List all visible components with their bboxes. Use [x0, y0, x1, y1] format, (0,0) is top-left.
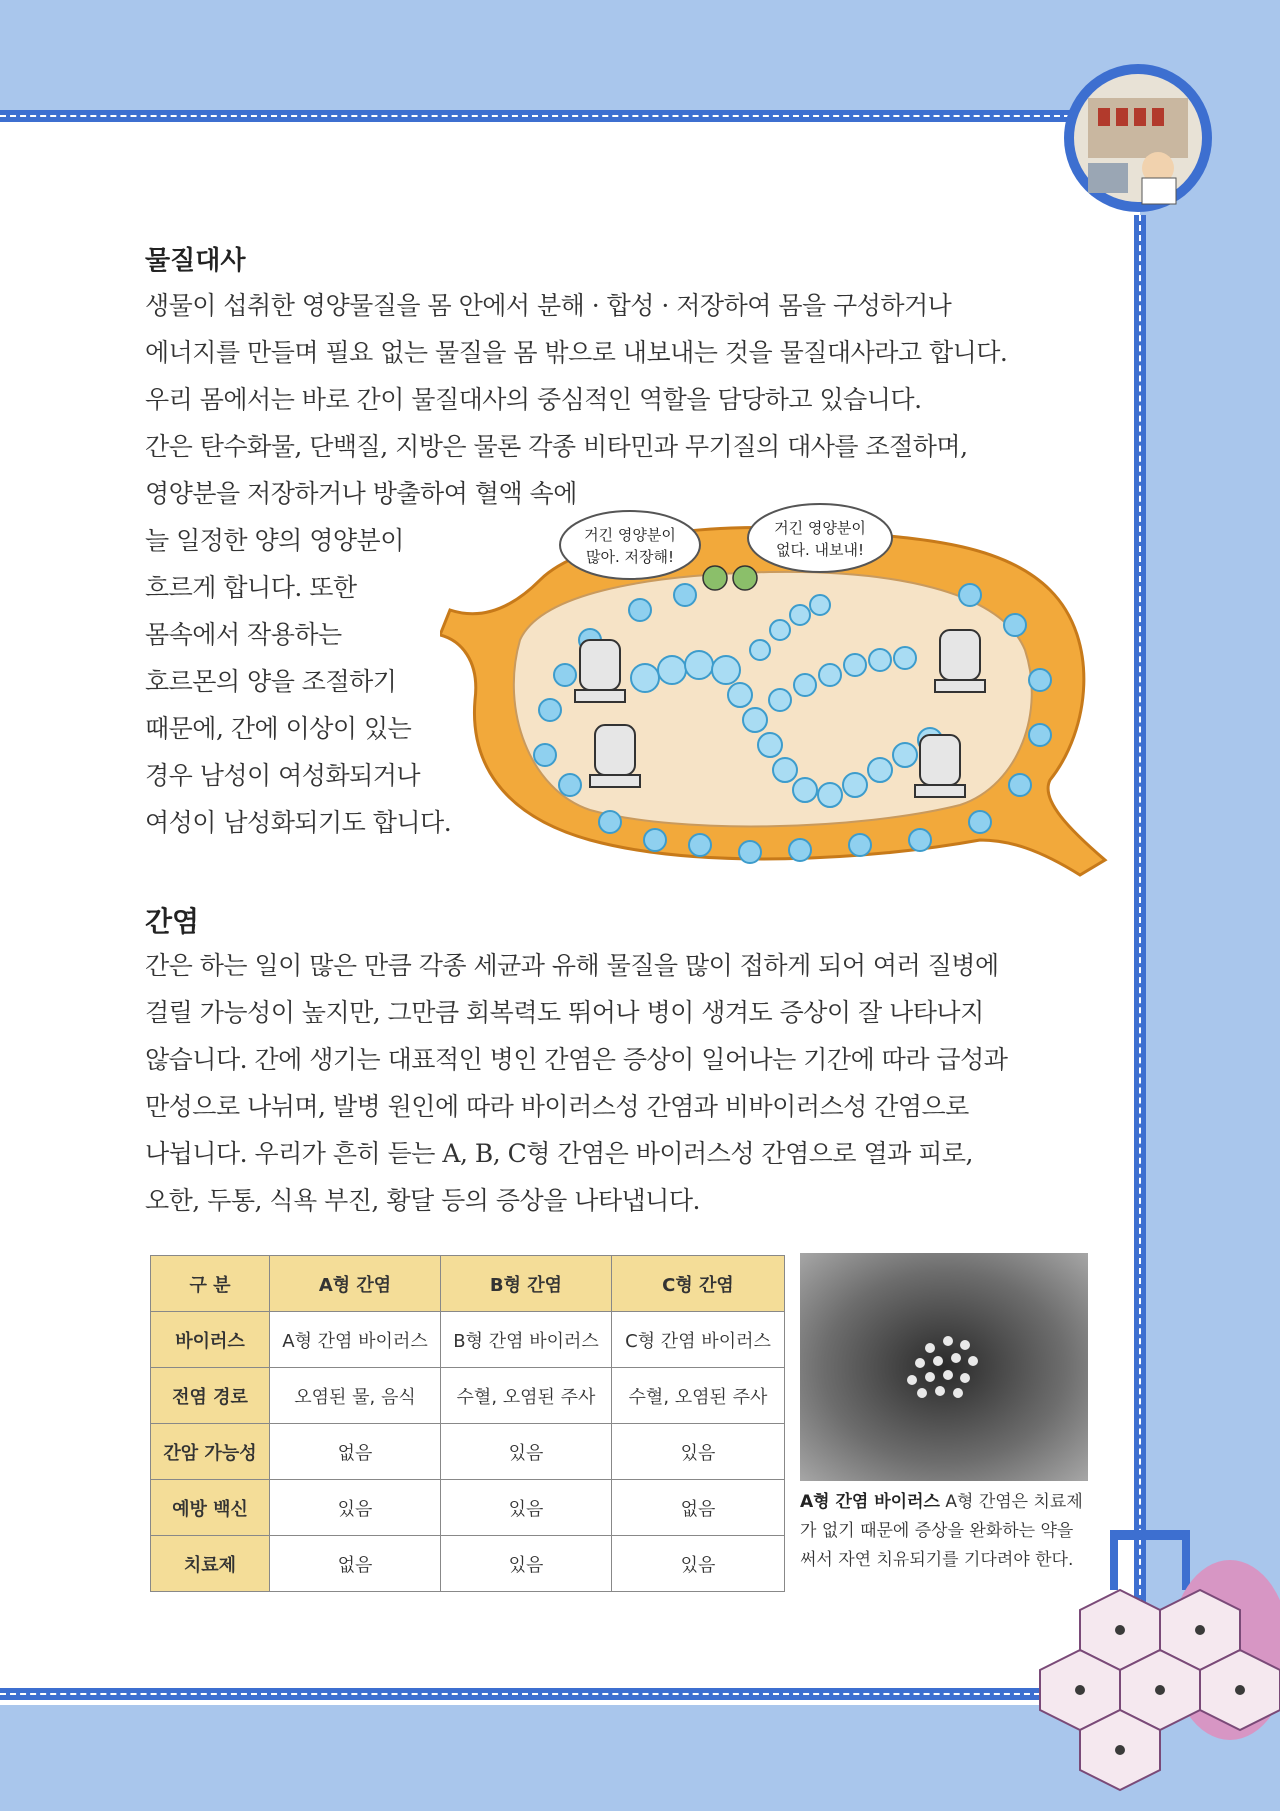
metabolism-line: 에너지를 만들며 필요 없는 물질을 몸 밖으로 내보내는 것을 물질대사라고 합니다. [145, 338, 1008, 367]
liver-cell-illustration [440, 500, 1110, 900]
metabolism-line: 늘 일정한 양의 영양분이 [145, 526, 404, 555]
table-cell: 오염된 물, 음식 [270, 1368, 441, 1424]
hepatitis-line: 간은 하는 일이 많은 만큼 각종 세균과 유해 물질을 많이 접하게 되어 여러 질병에 [145, 951, 999, 980]
metabolism-line: 우리 몸에서는 바로 간이 물질대사의 중심적인 역할을 담당하고 있습니다. [145, 385, 922, 414]
hepatitis-line: 않습니다. 간에 생기는 대표적인 병인 간염은 증상이 일어나는 기간에 따라 급성과 [145, 1045, 1008, 1074]
hepatitis-line: 나뉩니다. 우리가 흔히 듣는 A, B, C형 간염은 바이러스성 간염으로 열과 피로, [145, 1139, 973, 1168]
table-cell: 있음 [441, 1480, 612, 1536]
table-cell: 있음 [441, 1536, 612, 1592]
hepatitis-title: 간염 [145, 905, 200, 938]
table-cell: 없음 [270, 1536, 441, 1592]
table-header-cell: C형 간염 [612, 1256, 785, 1312]
table-row [151, 1368, 785, 1424]
metabolism-line: 간은 탄수화물, 단백질, 지방은 물론 각종 비타민과 무기질의 대사를 조절하며, [145, 432, 968, 461]
table-row [151, 1480, 785, 1536]
metabolism-line: 때문에, 간에 이상이 있는 [145, 714, 412, 743]
table-row-header: 예방 백신 [151, 1480, 270, 1536]
top-border [0, 110, 1070, 122]
table-cell: A형 간염 바이러스 [270, 1312, 441, 1368]
hepatitis-line: 걸릴 가능성이 높지만, 그만큼 회복력도 뛰어나 병이 생겨도 증상이 잘 나타나지 [145, 998, 984, 1027]
speech-bubble-left-line1: 거긴 영양분이 [584, 526, 676, 544]
table-cell: 있음 [441, 1424, 612, 1480]
speech-bubble-left-line2: 많아. 저장해! [586, 548, 674, 566]
table-row [151, 1312, 785, 1368]
right-border [1134, 215, 1146, 1615]
table-row [151, 1536, 785, 1592]
hepatitis-line: 오한, 두통, 식욕 부진, 황달 등의 증상을 나타냅니다. [145, 1186, 700, 1215]
table-row-header: 치료제 [151, 1536, 270, 1592]
photo-caption-text: A형 간염은 치료제가 없기 때문에 증상을 완화하는 약을 써서 자연 치유되기를 기다려야 한다. [800, 1492, 1083, 1570]
hepatitis-line: 만성으로 나뉘며, 발병 원인에 따라 바이러스성 간염과 비바이러스성 간염으로 [145, 1092, 969, 1121]
table-cell: 없음 [612, 1480, 785, 1536]
table-cell: 수혈, 오염된 주사 [441, 1368, 612, 1424]
table-row-header: 간암 가능성 [151, 1424, 270, 1480]
table-header-cell: 구 분 [151, 1256, 270, 1312]
table-row [151, 1424, 785, 1480]
metabolism-line: 여성이 남성화되기도 합니다. [145, 808, 452, 837]
hepatitis-paragraph [145, 942, 1007, 1224]
bottom-border [0, 1688, 1040, 1700]
table-header-row [151, 1256, 785, 1312]
metabolism-line: 영양분을 저장하거나 방출하여 혈액 속에 [145, 479, 577, 508]
table-header-cell: A형 간염 [270, 1256, 441, 1312]
table-row-header: 전염 경로 [151, 1368, 270, 1424]
table-cell: 있음 [612, 1424, 785, 1480]
speech-bubble-right-line1: 거긴 영양분이 [774, 519, 866, 537]
table-cell: 수혈, 오염된 주사 [612, 1368, 785, 1424]
table-cell: B형 간염 바이러스 [441, 1312, 612, 1368]
metabolism-line: 생물이 섭취한 영양물질을 몸 안에서 분해 · 합성 · 저장하여 몸을 구성하거나 [145, 291, 952, 320]
metabolism-line: 경우 남성이 여성화되거나 [145, 761, 421, 790]
table-cell: 있음 [612, 1536, 785, 1592]
hepatitis-comparison-table [150, 1255, 785, 1592]
table-cell: 있음 [270, 1480, 441, 1536]
metabolism-line: 몸속에서 작용하는 [145, 620, 342, 649]
table-row-header: 바이러스 [151, 1312, 270, 1368]
virus-micrograph-photo [800, 1253, 1088, 1481]
table-header-cell: B형 간염 [441, 1256, 612, 1312]
table-cell: C형 간염 바이러스 [612, 1312, 785, 1368]
corner-illustration-bottom [1020, 1530, 1280, 1810]
metabolism-line: 호르몬의 양을 조절하기 [145, 667, 397, 696]
photo-caption-title: A형 간염 바이러스 [800, 1492, 940, 1512]
metabolism-line: 흐르게 합니다. 또한 [145, 573, 357, 602]
speech-bubble-right-line2: 없다. 내보내! [776, 541, 864, 559]
metabolism-title: 물질대사 [145, 246, 246, 276]
table-cell: 없음 [270, 1424, 441, 1480]
corner-illustration-top [1058, 58, 1218, 218]
